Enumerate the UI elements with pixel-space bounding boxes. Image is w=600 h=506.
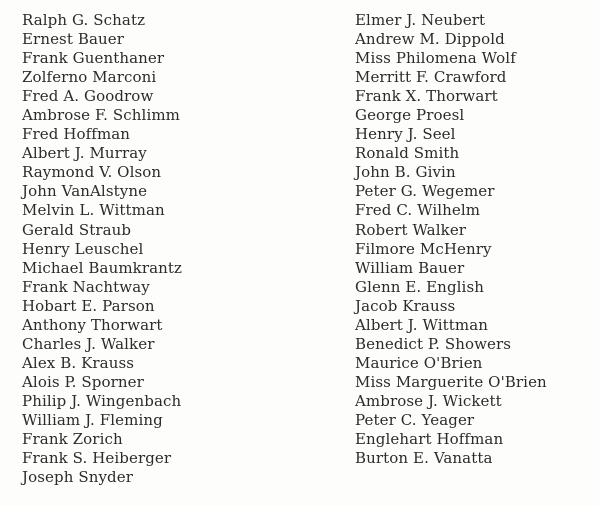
name-entry: Frank X. Thorwart bbox=[355, 87, 498, 106]
name-entry: Ambrose J. Wickett bbox=[355, 391, 502, 410]
name-entry: Ronald Smith bbox=[355, 144, 460, 163]
name-entry: Fred C. Wilhelm bbox=[355, 201, 481, 220]
name-entry: Jacob Krauss bbox=[355, 296, 456, 315]
name-entry: Frank Zorich bbox=[22, 430, 123, 449]
name-entry: Ralph G. Schatz bbox=[22, 11, 146, 29]
name-entry: Alex B. Krauss bbox=[22, 353, 135, 372]
name-entry: John VanAlstyne bbox=[22, 182, 148, 201]
name-entry: Albert J. Murray bbox=[22, 144, 147, 163]
name-entry: Ernest Bauer bbox=[22, 30, 125, 49]
name-entry: Frank Nachtway bbox=[22, 277, 150, 296]
name-entry: Anthony Thorwart bbox=[22, 315, 163, 334]
name-entry: Ambrose F. Schlimm bbox=[22, 106, 180, 125]
name-entry: Fred A. Goodrow bbox=[22, 87, 154, 106]
name-entry: Fred Hoffman bbox=[22, 125, 131, 144]
name-entry: Melvin L. Wittman bbox=[22, 201, 165, 220]
name-entry: Peter G. Wegemer bbox=[355, 182, 495, 201]
name-entry: Peter C. Yeager bbox=[355, 410, 475, 429]
name-entry: Robert Walker bbox=[355, 220, 467, 239]
name-entry: Charles J. Walker bbox=[22, 334, 155, 353]
name-entry: Glenn E. English bbox=[355, 277, 484, 296]
name-entry: Joseph Snyder bbox=[22, 468, 134, 487]
left-name-column bbox=[22, 11, 182, 487]
name-entry: Hobart E. Parson bbox=[22, 296, 155, 315]
right-name-column bbox=[355, 11, 547, 468]
name-entry: Burton E. Vanatta bbox=[355, 449, 493, 468]
name-entry: John B. Givin bbox=[355, 163, 456, 182]
name-entry: Maurice O'Brien bbox=[355, 353, 483, 372]
name-entry: Frank S. Heiberger bbox=[22, 449, 172, 468]
name-entry: Philip J. Wingenbach bbox=[22, 391, 182, 410]
name-entry: Frank Guenthaner bbox=[22, 49, 165, 68]
name-entry: William J. Fleming bbox=[22, 410, 163, 429]
name-entry: Miss Philomena Wolf bbox=[355, 49, 516, 68]
name-entry: George Proesl bbox=[355, 106, 465, 125]
name-entry: Raymond V. Olson bbox=[22, 163, 162, 182]
name-entry: Englehart Hoffman bbox=[355, 430, 504, 449]
name-entry: Merritt F. Crawford bbox=[355, 68, 507, 87]
name-entry: William Bauer bbox=[355, 258, 465, 277]
name-entry: Michael Baumkrantz bbox=[22, 258, 183, 277]
name-entry: Gerald Straub bbox=[22, 220, 132, 239]
name-entry: Elmer J. Neubert bbox=[355, 11, 486, 29]
name-entry: Alois P. Sporner bbox=[22, 372, 144, 391]
name-entry: Miss Marguerite O'Brien bbox=[355, 372, 547, 391]
name-entry: Henry Leuschel bbox=[22, 239, 144, 258]
name-entry: Andrew M. Dippold bbox=[355, 30, 505, 49]
name-entry: Benedict P. Showers bbox=[355, 334, 512, 353]
name-entry: Albert J. Wittman bbox=[355, 315, 488, 334]
name-entry: Henry J. Seel bbox=[355, 125, 456, 144]
name-entry: Filmore McHenry bbox=[355, 239, 492, 258]
name-entry: Zolferno Marconi bbox=[22, 68, 157, 87]
